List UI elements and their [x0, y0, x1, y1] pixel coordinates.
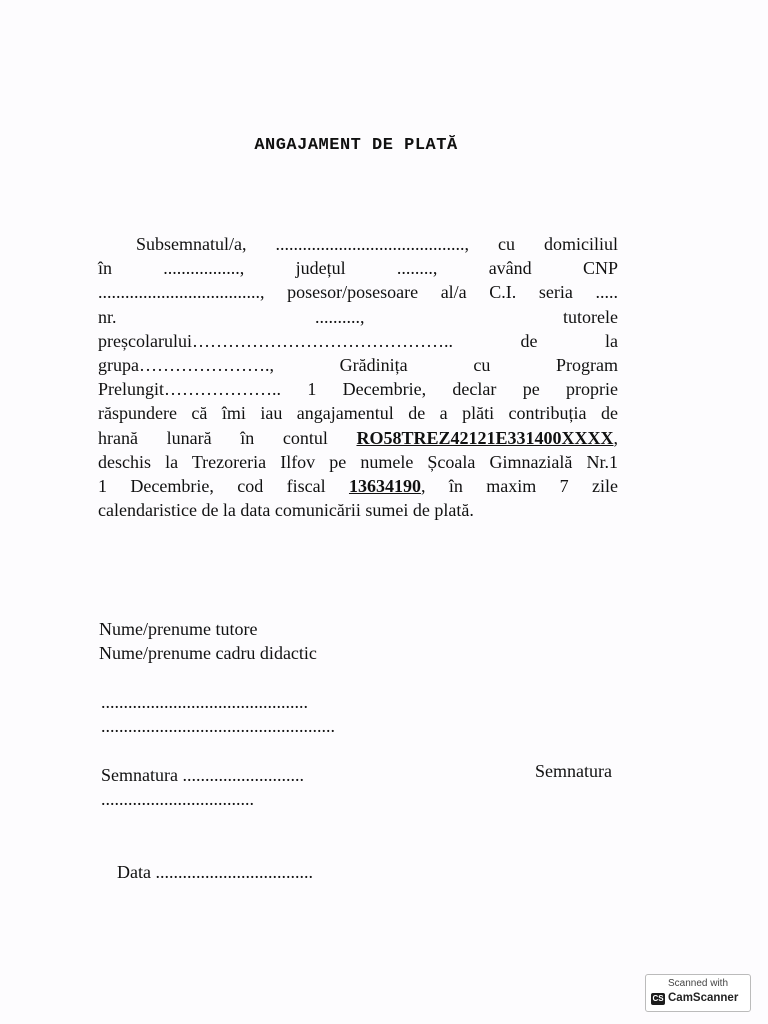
teacher-name-label: Nume/prenume cadru didactic	[99, 643, 317, 663]
signature-right: Semnatura	[535, 761, 612, 781]
camscanner-logo-icon: CS	[652, 994, 664, 1003]
paragraph-line: răspundere că îmi iau angajamentul de a plăti contribuția de	[98, 403, 618, 424]
camscanner-watermark	[645, 974, 751, 1012]
tutor-name-label: Nume/prenume tutore	[99, 619, 258, 639]
commitment-paragraph	[98, 232, 618, 522]
paragraph-line-fiscal	[98, 474, 618, 498]
name-fill-line: ..............................................	[101, 692, 308, 712]
paragraph-text: , în maxim 7 zile	[420, 475, 618, 496]
date-field: Data ...................................	[117, 862, 313, 882]
signature-left-dots: ..................................	[101, 789, 254, 809]
account-number: RO58TREZ42121E331400XXXX	[356, 427, 614, 448]
paragraph-text: hrană lunară în contul	[98, 427, 357, 448]
paragraph-line-account	[98, 426, 618, 450]
paragraph-line: nr. .........., tutorele	[98, 306, 618, 327]
paragraph-line: calendaristice de la data comunicării sumei de plată.	[98, 500, 474, 521]
paragraph-line: Prelungit……………….. 1 Decembrie, declar pe proprie	[98, 379, 618, 400]
fiscal-code: 13634190	[348, 475, 421, 496]
paragraph-text: ,	[613, 427, 618, 448]
paragraph-line: Subsemnatul/a, .........................................., cu domiciliul	[136, 234, 618, 254]
paragraph-line: grupa…………………., Grădinița cu Program	[98, 354, 618, 375]
watermark-brand: CamScanner	[668, 992, 739, 1004]
paragraph-line: ...................................., posesor/posesoare al/a C.I. seria .....	[98, 282, 618, 303]
paragraph-line: deschis la Trezoreria Ilfov pe numele Școala Gimnazială Nr.1	[98, 451, 618, 472]
paragraph-line: în ................., județul ........, având CNP	[98, 258, 618, 279]
paragraph-line: preșcolarului…………………………………….. de la	[98, 330, 618, 351]
watermark-caption: Scanned with	[667, 978, 729, 989]
signature-left: Semnatura ...........................	[101, 765, 304, 785]
document-title: ANGAJAMENT DE PLATĂ	[254, 136, 458, 155]
name-fill-line: ....................................................	[101, 716, 335, 736]
paragraph-text: 1 Decembrie, cod fiscal	[98, 475, 349, 496]
